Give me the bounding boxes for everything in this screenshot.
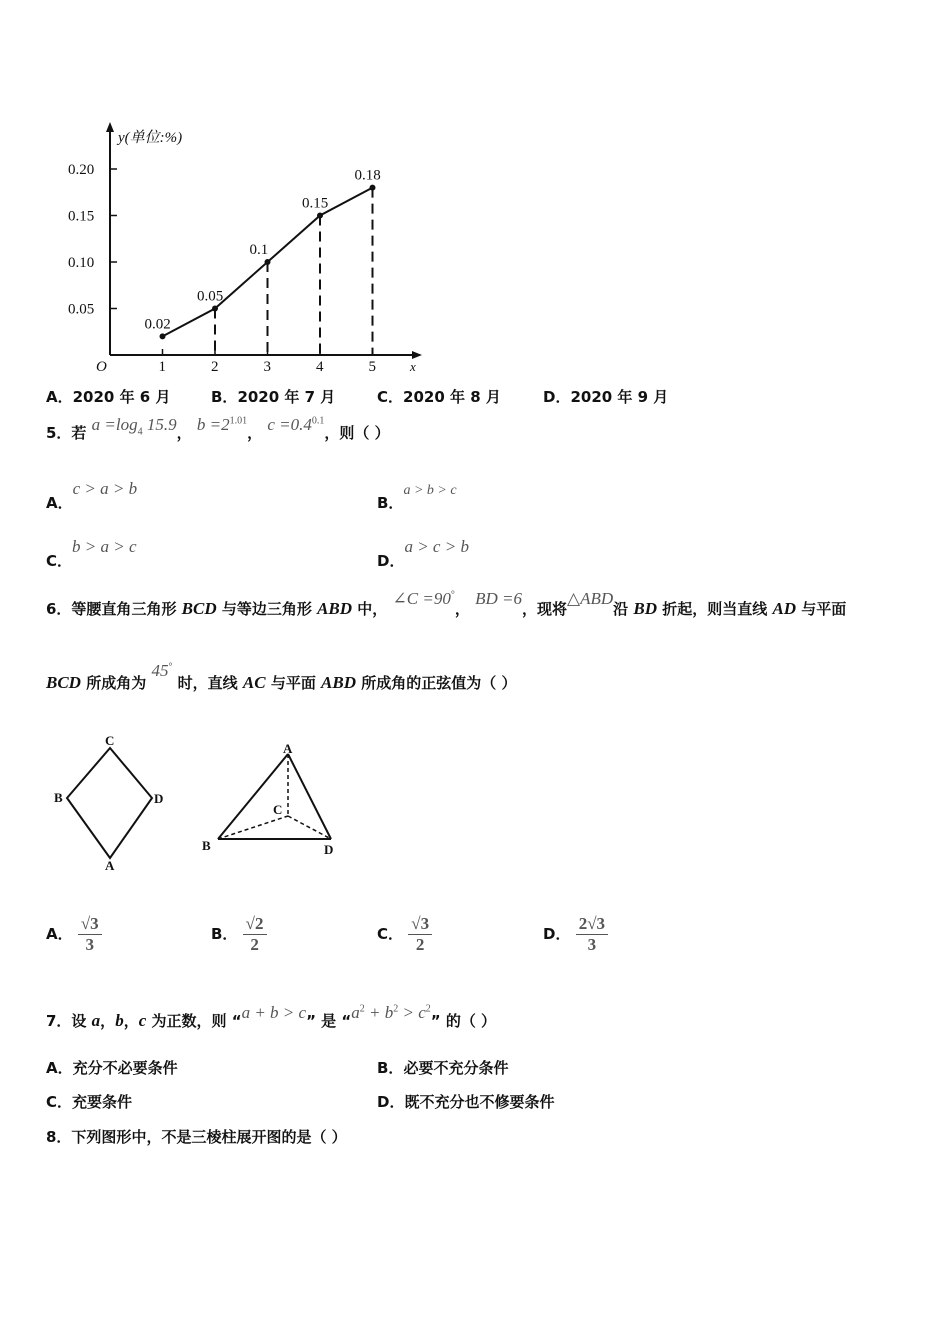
q5-option-d[interactable]	[377, 536, 469, 570]
y-tick-label: 0.05	[68, 301, 95, 318]
q6-text: 与平面	[796, 600, 847, 618]
q4-option-c-letter: C．	[377, 388, 404, 406]
x-tick-label: 2	[211, 359, 219, 375]
q4-option-d-letter: D．	[543, 388, 571, 406]
q6-bcd: BCD	[46, 673, 81, 692]
q7-option-a-letter: A．	[46, 1059, 73, 1077]
q7-text: ，	[100, 1012, 116, 1030]
x-tick-label: 1	[158, 359, 166, 375]
data-point	[317, 213, 323, 219]
q4-option-a-text: 2020 年 6 月	[72, 388, 171, 406]
q6-deg-expr: 45°	[151, 661, 173, 680]
q7-option-c-letter: C．	[46, 1093, 73, 1111]
q6-option-c-letter: C．	[377, 925, 404, 943]
q6-option-b-fraction: $\frac{√2}{2}$	[243, 914, 267, 955]
q7-option-c-text: 充要条件	[72, 1093, 133, 1111]
data-label: 0.18	[354, 167, 381, 184]
q4-option-d[interactable]	[543, 386, 668, 407]
q8-stem: 8．下列图形中，不是三棱柱展开图的是（ ）	[46, 1128, 347, 1146]
q5-c-expr: $c =0.4^{0.1}$	[267, 415, 325, 434]
q6-angle-expr: ∠C =90°	[392, 589, 455, 608]
data-point	[370, 185, 376, 191]
y-tick-label: 0.15	[68, 208, 95, 225]
q7-var-c: c	[138, 1011, 147, 1030]
q6-figure-pyramid	[198, 738, 348, 858]
q6-text: ，现将	[521, 600, 567, 618]
label-d: D	[154, 791, 164, 806]
q6-line2	[46, 661, 517, 693]
edge-ad	[288, 754, 331, 839]
q7-text: 7．设	[46, 1012, 92, 1030]
q4-option-c[interactable]	[377, 386, 501, 407]
q5-sep2: ，	[247, 424, 263, 442]
label-a: A	[105, 858, 115, 872]
data-label: 0.1	[249, 242, 269, 258]
q7-var-a: a	[91, 1011, 101, 1030]
q6-text: 沿	[613, 600, 634, 618]
q4-option-a[interactable]	[46, 386, 170, 407]
data-label: 0.05	[197, 288, 224, 305]
q7-option-a-text: 充分不必要条件	[72, 1059, 178, 1077]
q6-option-b[interactable]	[211, 914, 267, 955]
q5-sep1: ，	[176, 424, 192, 442]
q7-text: ” 是 “	[306, 1012, 352, 1030]
q6-option-a-fraction: $\frac{√3}{3}$	[78, 914, 102, 955]
q7-option-c[interactable]	[46, 1091, 132, 1112]
x-tick-label: 4	[316, 359, 324, 375]
data-point	[160, 333, 166, 339]
q6-ad: AD	[772, 599, 797, 618]
label-d: D	[324, 842, 334, 857]
q6-line1	[46, 589, 847, 619]
q5-option-a[interactable]	[46, 478, 138, 512]
q4-option-d-text: 2020 年 9 月	[570, 388, 669, 406]
y-tick-label: 0.10	[68, 255, 95, 271]
label-b: B	[54, 790, 63, 805]
y-axis-label: y(单位:%)	[118, 130, 183, 146]
q6-bd: BD	[633, 599, 657, 618]
q6-text: 所成角为	[80, 674, 147, 692]
q7-text: ” 的（ ）	[430, 1012, 497, 1030]
q7-stem	[46, 1003, 497, 1031]
q5-stem	[46, 415, 390, 445]
q4-option-c-text: 2020 年 8 月	[403, 388, 501, 406]
q6-option-d-fraction: $\frac{2√3}{3}$	[576, 914, 608, 955]
q7-option-a[interactable]	[46, 1057, 178, 1078]
q6-option-a[interactable]	[46, 914, 102, 955]
q5-option-a-letter: A．	[46, 494, 73, 512]
y-axis-arrow	[106, 122, 114, 132]
q6-text: 6．等腰直角三角形	[46, 600, 182, 618]
q6-text: 与等边三角形	[216, 600, 318, 618]
data-label: 0.02	[144, 316, 171, 333]
x-axis-arrow	[412, 351, 422, 359]
q6-ac: AC	[242, 673, 266, 692]
q5-option-c-expr: b > a > c	[72, 537, 137, 556]
q7-option-d[interactable]	[377, 1091, 554, 1112]
q6-abd: ABD	[321, 673, 357, 692]
q6-text: 所成角的正弦值为（ ）	[356, 674, 517, 692]
q7-expr2: $a^2 + b^2 > c^2$	[351, 1003, 431, 1022]
q5-option-b-letter: B．	[377, 494, 404, 512]
q6-text: ，	[454, 600, 470, 618]
q5-option-d-letter: D．	[377, 552, 405, 570]
q5-b-expr: $b =2^{1.01}$	[196, 415, 248, 434]
q7-option-d-letter: D．	[377, 1093, 405, 1111]
q4-option-b-letter: B．	[211, 388, 238, 406]
q7-expr1: a + b > c	[241, 1003, 307, 1022]
q6-option-b-letter: B．	[211, 925, 238, 943]
q6-text: 与平面	[265, 674, 322, 692]
label-c: C	[105, 733, 115, 748]
q6-bcd: BCD	[181, 599, 217, 618]
q5-option-c[interactable]	[46, 536, 137, 570]
q7-option-b[interactable]	[377, 1057, 508, 1078]
q6-option-a-letter: A．	[46, 925, 73, 943]
q5-option-d-expr: a > c > b	[404, 537, 469, 556]
q7-option-b-text: 必要不充分条件	[403, 1059, 509, 1077]
y-tick-label: 0.20	[68, 162, 95, 178]
q6-abd: ABD	[317, 599, 353, 618]
data-point	[212, 306, 218, 312]
q5-option-b[interactable]	[377, 478, 457, 512]
q6-text: 折起，则当直线	[656, 600, 773, 618]
q4-option-a-letter: A．	[46, 388, 73, 406]
origin-label: O	[96, 359, 107, 375]
q7-option-d-text: 既不充分也不修要条件	[404, 1093, 555, 1111]
q5-a-expr: $a =\log_4$ 15.9	[91, 415, 177, 438]
q5-tail: ，则（ ）	[324, 424, 390, 442]
q7-var-b: b	[115, 1011, 124, 1030]
q7-text: 为正数，则 “	[146, 1012, 242, 1030]
label-a: A	[283, 741, 293, 756]
q6-option-d[interactable]	[543, 914, 608, 955]
rhombus-shape	[67, 748, 152, 858]
q6-option-c[interactable]	[377, 914, 432, 955]
q5-option-c-letter: C．	[46, 552, 73, 570]
q5-option-a-expr: c > a > b	[72, 479, 138, 498]
label-b: B	[202, 838, 211, 853]
data-point	[265, 259, 271, 265]
line-chart	[60, 110, 440, 375]
q6-option-c-fraction: $\frac{√3}{2}$	[408, 914, 432, 955]
label-c: C	[273, 802, 283, 817]
q4-option-b[interactable]	[211, 386, 335, 407]
x-axis-label: x	[410, 359, 416, 374]
q6-text: 时，直线	[177, 674, 243, 692]
q6-tri-expr: △ABD	[567, 589, 614, 608]
q6-bd-expr: BD =6	[475, 589, 522, 608]
q6-figure-rhombus	[48, 730, 173, 872]
x-tick-label: 5	[368, 359, 376, 375]
x-tick-label: 3	[263, 359, 271, 375]
q5-number: 5．若	[46, 424, 87, 442]
q7-option-b-letter: B．	[377, 1059, 404, 1077]
edge-ba	[218, 754, 288, 839]
q5-option-b-expr: a > b > c	[403, 483, 457, 498]
q6-option-d-letter: D．	[543, 925, 571, 943]
q4-option-b-text: 2020 年 7 月	[237, 388, 336, 406]
q7-text: ，	[123, 1012, 139, 1030]
data-label: 0.15	[302, 195, 329, 212]
q6-text: 中，	[352, 600, 388, 618]
